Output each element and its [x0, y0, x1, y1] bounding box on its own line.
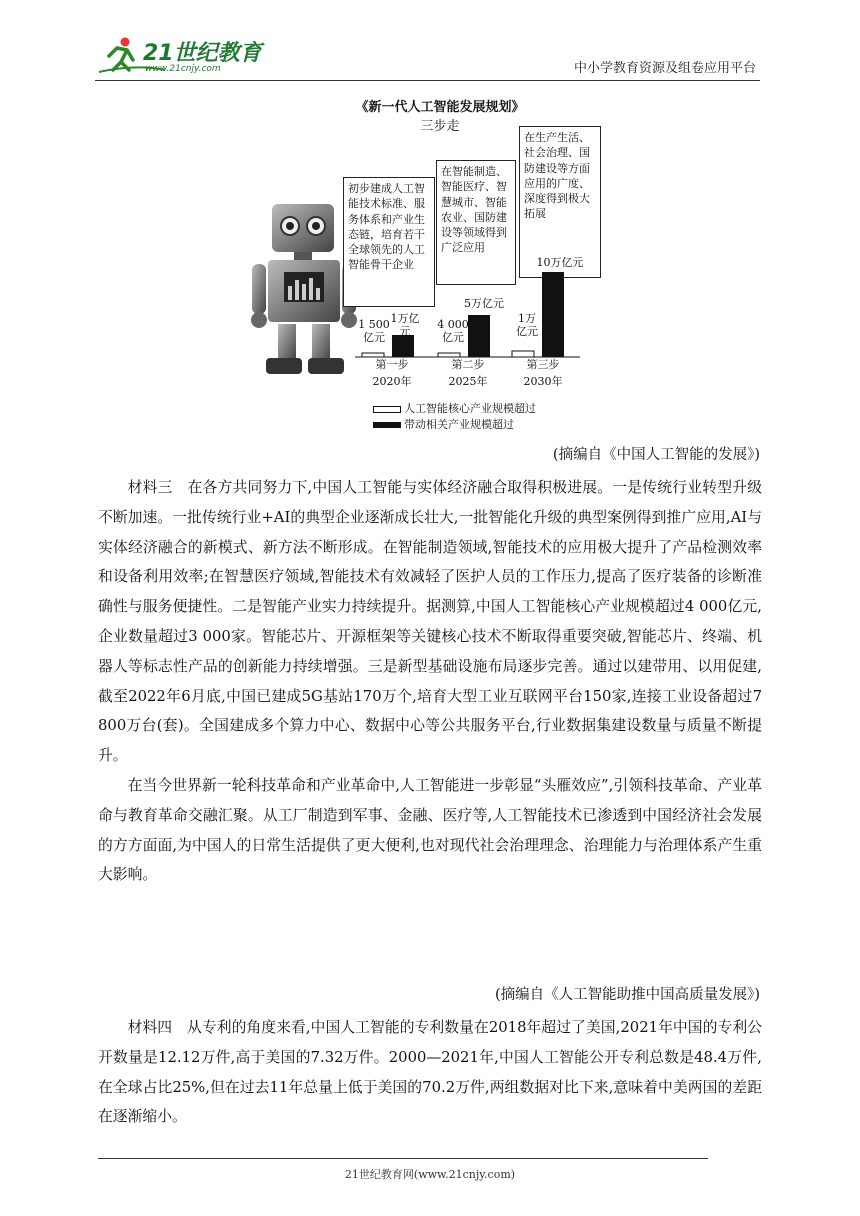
bar-label-step3-related: 10万亿元	[536, 256, 584, 269]
footer-site: 21世纪教育网(www.21cnjy.com)	[344, 1168, 516, 1181]
legend-related-swatch	[373, 422, 401, 428]
page-header	[95, 32, 760, 81]
source-caption-2: (摘编自《人工智能助推中国高质量发展》)	[494, 987, 760, 1003]
year-label-3: 2030年	[523, 375, 563, 388]
bar-core-1	[362, 353, 384, 357]
figure-subtitle: 三步走	[420, 119, 460, 134]
bar-related-1	[392, 335, 414, 357]
step2-goal-box: 在智能制造、智能医疗、智慧城市、智能农业、国防建设等领域得到广泛应用	[436, 160, 516, 285]
header-platform-text: 中小学教育资源及组卷应用平台	[573, 61, 756, 76]
bar-label-step2-related: 5万亿元	[464, 297, 504, 310]
logo-text: 21世纪教育	[143, 41, 262, 66]
material-three-p2: 在当今世界新一轮科技革命和产业革命中,人工智能进一步彰显“头雁效应”,引领科技革命、产业革命与教育革命交融汇聚。从工厂制造到军事、金融、医疗等,人工智能技术已渗透到中国经济社会发展的方方面面,为中国人的日常生活提供了更大便利,也对现代社会治理理念、治理能力与治理体系产生重大影响。	[98, 776, 762, 884]
legend-related	[373, 416, 514, 432]
bar-core-3	[512, 351, 534, 357]
step-label-2: 第二步	[451, 358, 485, 371]
bar-label-step1-core: 1 500亿元	[358, 318, 390, 344]
year-label-1: 2020年	[372, 375, 412, 388]
bar-core-2	[438, 353, 460, 357]
step-label-3: 第三步	[526, 358, 560, 371]
step-label-1: 第一步	[375, 358, 409, 371]
legend-core-swatch	[373, 406, 401, 413]
legend-core	[373, 400, 536, 416]
footer-divider	[98, 1158, 708, 1159]
step3-goal-box: 在生产生活、社会治理、国防建设等方面应用的广度、深度得到极大拓展	[519, 126, 601, 278]
legend-core-label: 人工智能核心产业规模超过	[404, 402, 536, 415]
bar-related-2	[468, 315, 490, 357]
material-three-p1: 材料三 在各方共同努力下,中国人工智能与实体经济融合取得积极进展。一是传统行业转型升级不断加速。一批传统行业+AI的典型企业逐渐成长壮大,一批智能化升级的典型案例得到推广应用,AI与实体经济融合的新模式、新方法不断形成。在智能制造领域,智能技术的应用极大提升了产品检测效率和设备利用效率;在智慧医疗领域,智能技术有效减轻了医护人员的工作压力,提高了医疗装备的诊断准确性与服务便捷性。二是智能产业实力持续提升。据测算,中国人工智能核心产业规模超过4 000亿元,企业数量超过3 000家。智能芯片、开源框架等关键核心技术不断取得重要突破,智能芯片、终端、机器人等标志性产品的创新能力持续增强。三是新型基础设施布局逐步完善。通过以建带用、以用促建,截至2022年6月底,中国已建成5G基站170万个,培育大型工业互联网平台150家,连接工业设备超过7 800万台(套)。全国建成多个算力中心、数据中心等公共服务平台,行业数据集建设数量与质量不断提升。	[98, 479, 762, 765]
ai-plan-figure	[250, 92, 620, 437]
bar-related-3	[542, 272, 564, 357]
year-label-2: 2025年	[448, 375, 488, 388]
material-four-p1: 材料四 从专利的角度来看,中国人工智能的专利数量在2018年超过了美国,2021年中国的专利公开数量是12.12万件,高于美国的7.32万件。2000—2021年,中国人工智能公开专利总数是48.4万件,在全球占比25%,但在过去11年总量上低于美国的70.2万件,两组数据对比下来,意味着中美两国的差距在逐渐缩小。	[98, 1019, 762, 1126]
logo-url: www.21cnjy.com	[145, 64, 221, 74]
logo	[95, 34, 265, 78]
step1-goal-box: 初步建成人工智能技术标准、服务体系和产业生态链，培育若干全球领先的人工智能骨干企业	[343, 177, 435, 307]
figure-title: 《新一代人工智能发展规划》	[355, 100, 525, 115]
legend-related-label: 带动相关产业规模超过	[404, 418, 514, 431]
bar-label-step2-core: 4 000亿元	[437, 318, 469, 344]
bar-label-step3-core: 1万亿元	[516, 312, 538, 338]
bar-label-step1-related: 1万亿元	[390, 312, 420, 338]
material-three	[98, 473, 762, 890]
source-caption-1: (摘编自《中国人工智能的发展》)	[552, 447, 760, 463]
material-four	[98, 1013, 762, 1132]
